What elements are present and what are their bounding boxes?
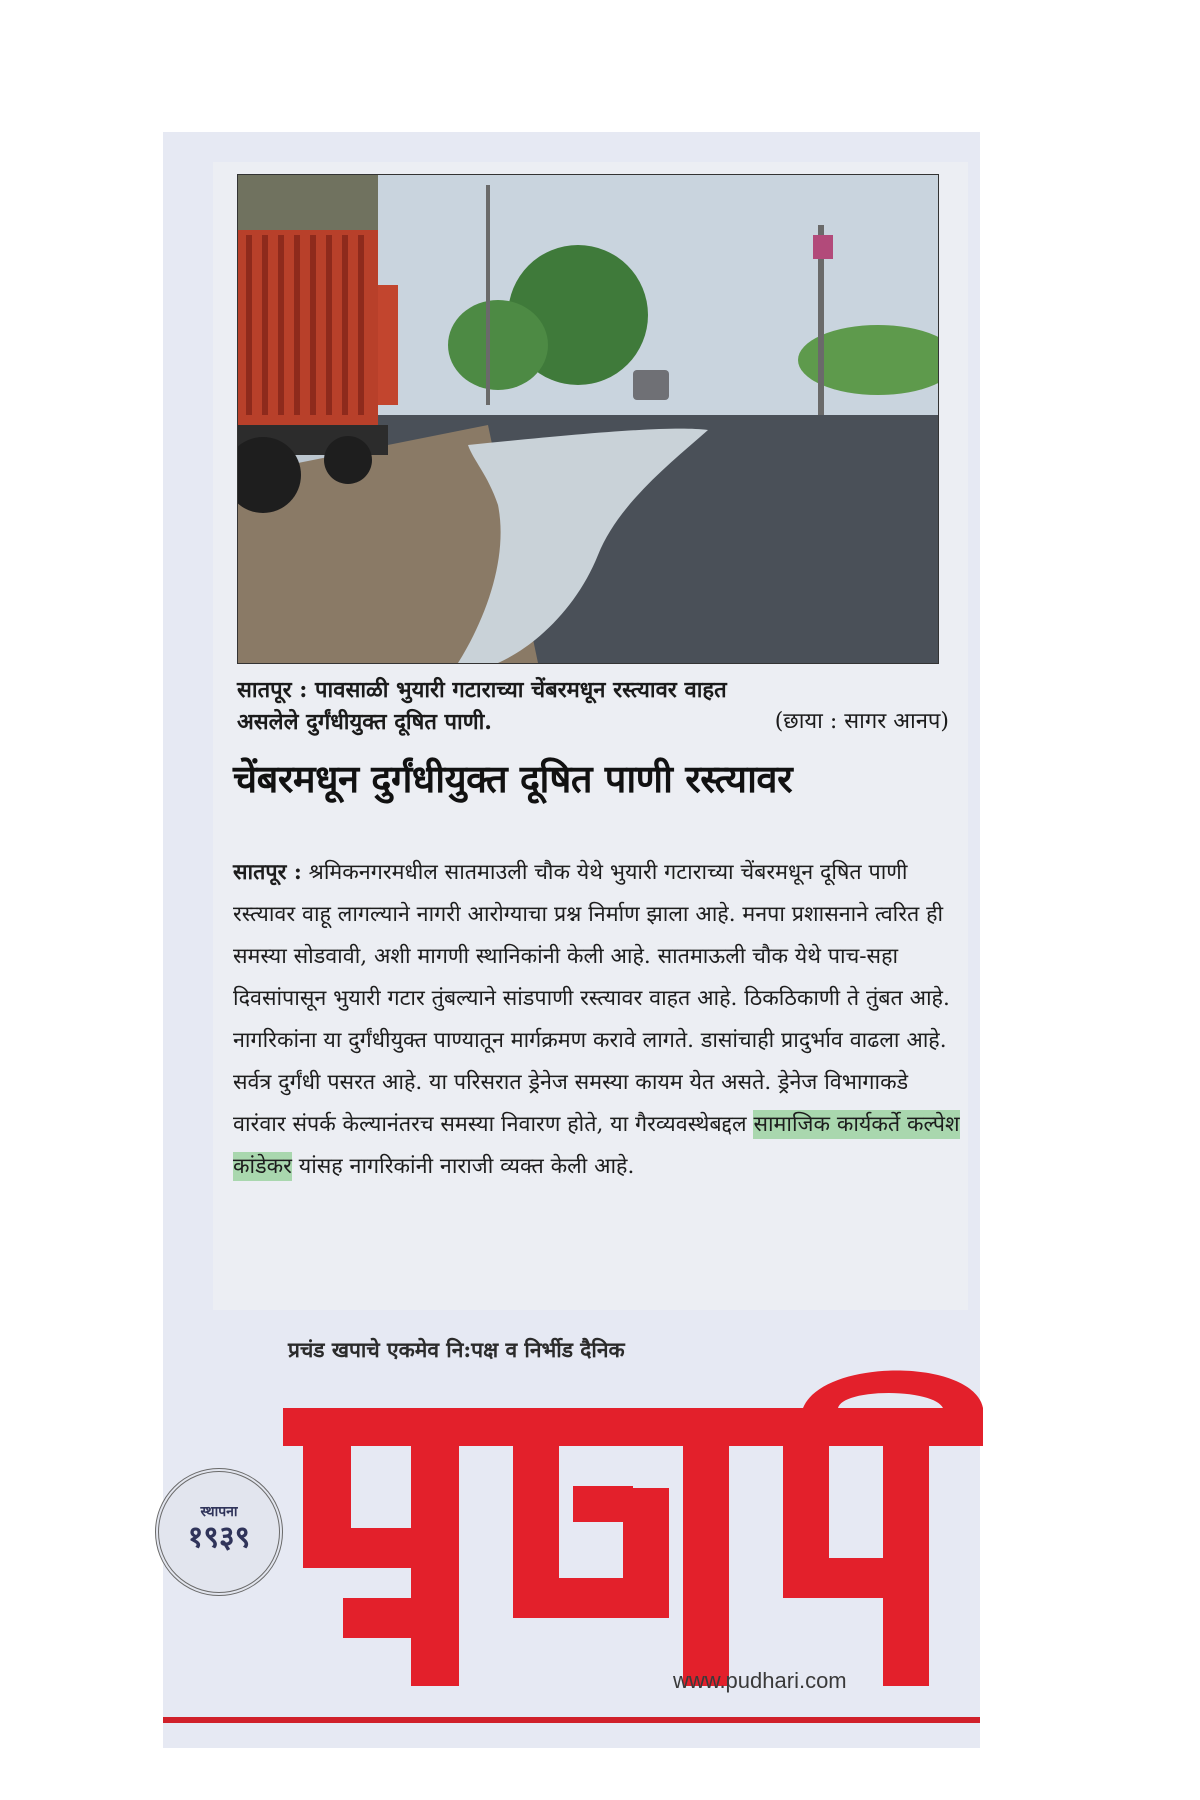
red-divider [163, 1717, 980, 1723]
body-text-2: यांसह नागरिकांनी नाराजी व्यक्त केली आहे. [291, 1154, 635, 1179]
headline: चेंबरमधून दुर्गंधीयुक्त दूषित पाणी रस्त्यावर [233, 756, 793, 801]
caption-text: असलेले दुर्गंधीयुक्त दूषित पाणी. [237, 709, 492, 735]
photo-caption [237, 674, 949, 738]
body-text-1: श्रमिकनगरमधील सातमाउली चौक येथे भुयारी गटाराच्या चेंबरमधून दूषित पाणी रस्त्यावर वाहू लागल्याने नागरी आरोग्याचा प्रश्न निर्माण झाला आहे. मनपा प्रशासनाने त्वरित ही समस्या सोडवावी, अशी मागणी स्थानिकांनी केली आहे. सातमाऊली चौक येथे पाच-सहा दिवसांपासून भुयारी गटार तुंबल्याने सांडपाणी रस्त्यावर वाहत आहे. ठिकठिकाणी ते तुंबत आहे. नागरिकांना या दुर्गंधीयुक्त पाण्यातून मार्गक्रमण करावे लागते. डासांचाही प्रादुर्भाव वाढला आहे. सर्वत्र दुर्गंधी पसरत आहे. या परिसरात ड्रेनेज समस्या कायम येत असते. ड्रेनेज विभागाकडे वारंवार संपर्क केल्यानंतरच समस्या निवारण होते, या गैरव्यवस्थेबद्दल [233, 860, 950, 1137]
newspaper-clipping [163, 132, 980, 1748]
article-body [233, 852, 963, 1188]
seal-label: स्थापना [200, 1504, 238, 1520]
website-url: www.pudhari.com [673, 1668, 847, 1693]
pudhari-logo-graphic [283, 1368, 983, 1698]
pudhari-logo [283, 1368, 983, 1698]
established-seal [155, 1468, 283, 1596]
caption-line-2 [237, 706, 949, 738]
road-waterlogging-image [238, 175, 938, 663]
news-photo [237, 174, 939, 664]
caption-line-1: सातपूर : पावसाळी भुयारी गटाराच्या चेंबरमधून रस्त्यावर वाहत [237, 677, 727, 703]
masthead-tagline: प्रचंड खपाचे एकमेव नि:पक्ष व निर्भीड दैनिक [288, 1337, 625, 1362]
article [213, 162, 968, 1310]
dateline: सातपूर : [233, 860, 302, 885]
highlighted-name: सामाजिक कार्यकर्ते कल्पेश कांडेकर [233, 1112, 960, 1179]
seal-year: १९३९ [187, 1520, 251, 1555]
newspaper-masthead [163, 1328, 980, 1748]
photo-credit: (छाया : सागर आनप) [774, 709, 949, 734]
